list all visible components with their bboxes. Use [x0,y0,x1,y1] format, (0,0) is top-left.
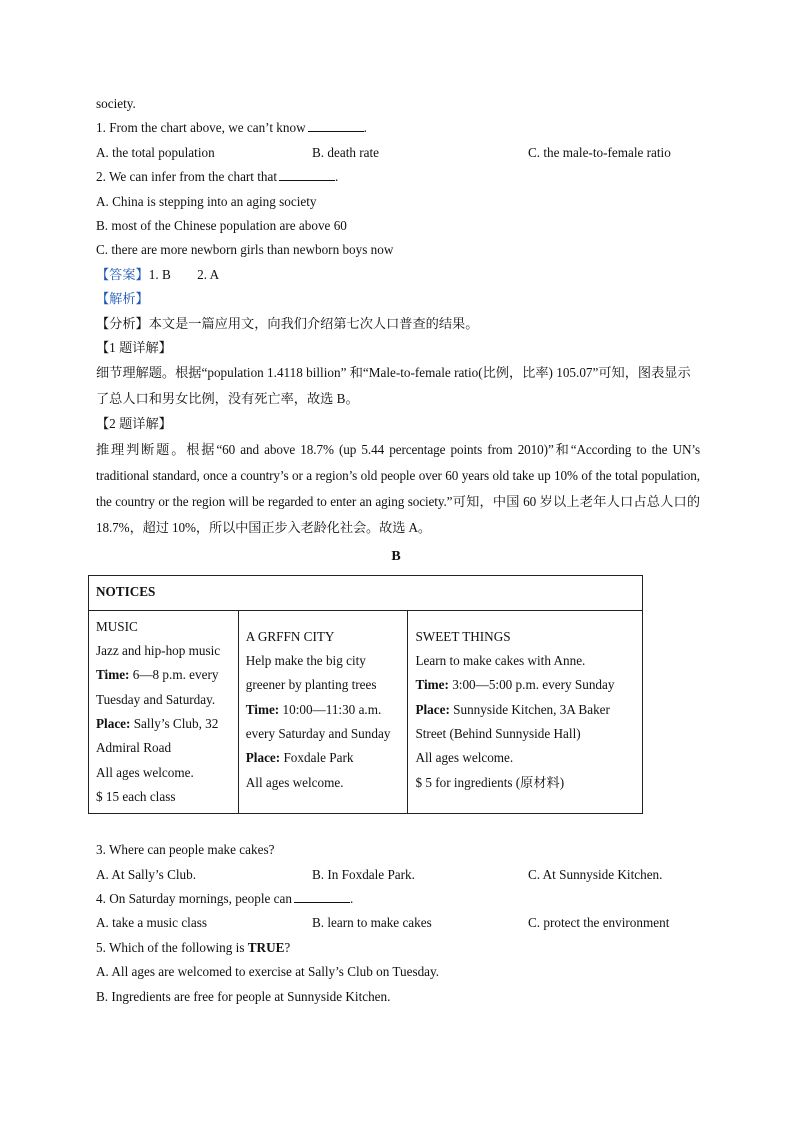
answer-blank [294,890,350,903]
answer-blank [308,119,364,132]
answer-line [96,263,700,287]
option-a: A. China is stepping into an aging society [96,193,317,209]
option-a: A. At Sally’s Club. [96,866,197,882]
option-c: C. At Sunnyside Kitchen. [528,866,663,882]
question-1-stem: 1. From the chart above, we can’t know . [96,120,367,136]
notices-title: NOTICES [89,575,643,610]
detail-1-label: 【1 题详解】 [96,340,172,356]
answer-label: 【答案】 [96,266,149,282]
answer-text: 1. B 2. A [148,266,220,282]
section-b-heading: B [391,548,401,564]
option-b: B. In Foxdale Park. [312,866,415,882]
option-b: B. most of the Chinese population are above 60 [96,218,347,234]
question-1-options [96,141,700,165]
passage-tail: society. [96,96,136,111]
notices-table [88,575,643,814]
question-3-stem: 3. Where can people make cakes? [96,842,275,858]
option-c: C. the male-to-female ratio [528,144,671,160]
option-b: B. learn to make cakes [312,915,432,931]
question-4-stem: 4. On Saturday mornings, people can . [96,891,354,907]
option-c: C. there are more newborn girls than newborn boys now [96,242,394,258]
option-a: A. All ages are welcomed to exercise at Sally’s Club on Tuesday. [96,964,440,980]
question-2-stem: 2. We can infer from the chart that . [96,169,339,185]
analysis-label: 【解析】 [96,291,149,307]
detail-1-text: 细节理解题。根据“population 1.4118 billion” 和“Male-to-female ratio(比例，比率) 105.07”可知，图表显示了总人口和男女比例，没有死亡率，故选 B。 [96,365,691,407]
notice-sweet-things: SWEET THINGS Learn to make cakes with Anne. Time: 3:00—5:00 p.m. every Sunday Place: Sunnyside Kitchen, 3A Baker Street (Behind Sunnyside Hall) All ages welcome. $ 5 for ingredients (原材料) [408,610,643,813]
detail-2-text: 推理判断题。根据“60 and above 18.7% (up 5.44 percentage points from 2010)”和“According to the UN’s traditional standard, once a country’s or a region’s old people over 60 years old take up 10% of the total population, the country or the region will be regarded to enter an aging society.”可知，中国 60 岁以上老年人口占总人口的 18.7%，超过 10%，所以中国正步入老龄化社会。故选 A。 [96,441,700,535]
answer-blank [279,168,335,181]
document-page [96,92,700,1009]
question-4-options [96,911,700,935]
notice-music: MUSIC Jazz and hip-hop music Time: 6—8 p.m. every Tuesday and Saturday. Place: Sally’s Club, 32 Admiral Road All ages welcome. $ 15 each class [89,610,239,813]
question-3-options [96,863,700,887]
option-b: B. Ingredients are free for people at Sunnyside Kitchen. [96,988,391,1004]
option-c: C. protect the environment [528,915,670,931]
fenxi-line: 【分析】本文是一篇应用文，向我们介绍第七次人口普查的结果。 [96,315,479,331]
question-5-stem: 5. Which of the following is TRUE? [96,939,291,955]
option-b: B. death rate [312,144,380,160]
option-a: A. the total population [96,144,215,160]
option-a: A. take a music class [96,915,207,931]
notice-green-city: A GRFFN CITY Help make the big city greener by planting trees Time: 10:00—11:30 a.m. every Saturday and Sunday Place: Foxdale Park All ages welcome. [238,610,408,813]
questions-b [96,838,700,1009]
detail-2-label: 【2 题详解】 [96,416,172,432]
